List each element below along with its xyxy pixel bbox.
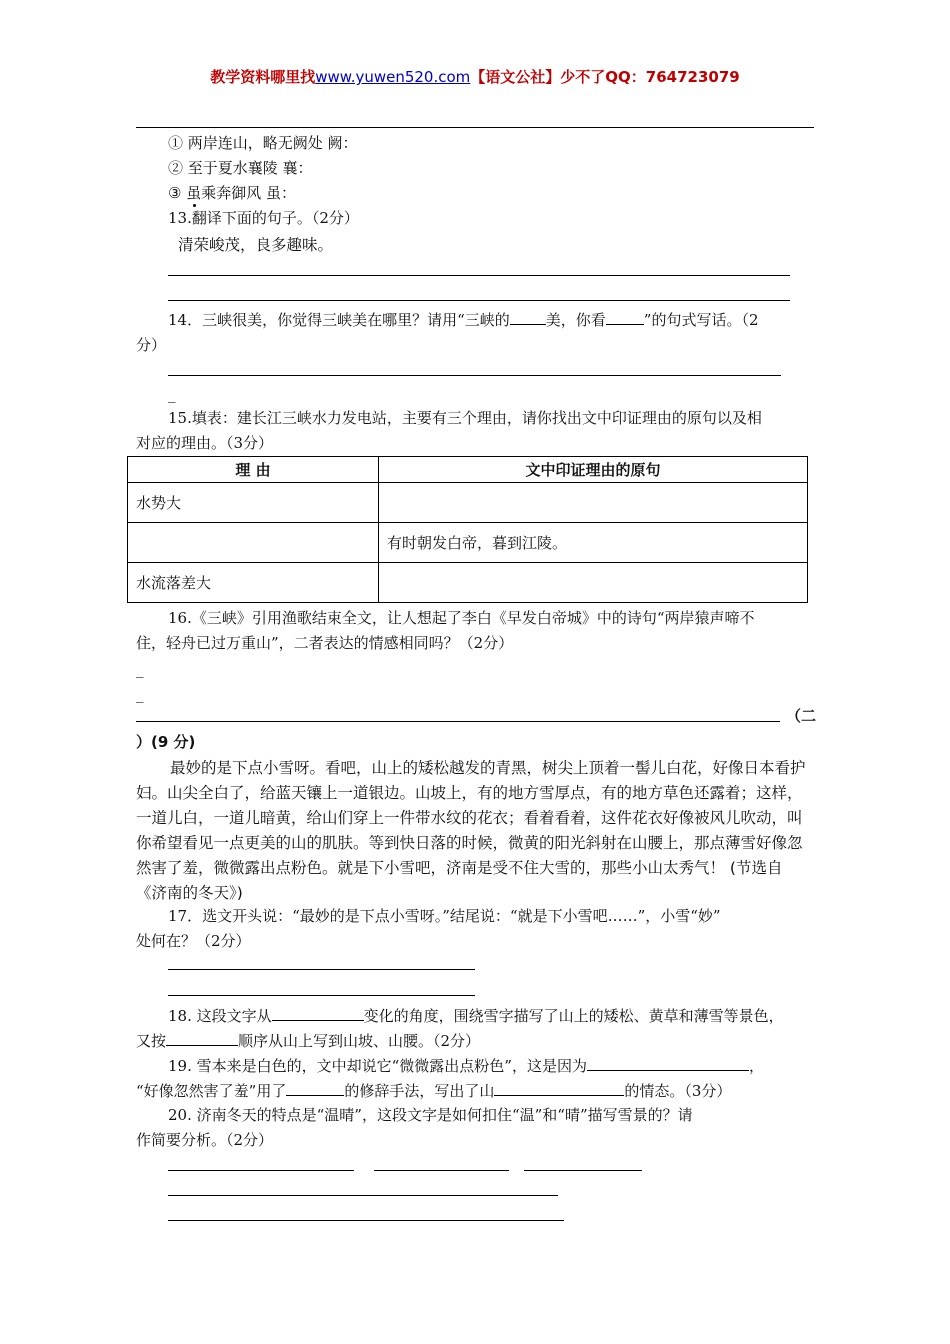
vocab-item-3-num: ③ bbox=[168, 184, 187, 202]
q18-text-c: 又按 bbox=[136, 1032, 167, 1050]
header-site-link[interactable]: www.yuwen520.com bbox=[315, 68, 471, 86]
q14-line-1 bbox=[168, 309, 759, 330]
q17-line-1: 17．选文开头说：“最妙的是下点小雪呀。”结尾说：“就是下小雪吧……”，小雪“妙” bbox=[168, 907, 721, 925]
answer-line[interactable] bbox=[136, 721, 780, 722]
answer-line[interactable] bbox=[168, 1170, 354, 1171]
answer-line[interactable] bbox=[168, 995, 475, 996]
q15-line-1: 15.填表：建长江三峡水力发电站，主要有三个理由，请你找出文中印证理由的原句以及相 bbox=[168, 409, 762, 427]
table-cell-blank[interactable] bbox=[379, 563, 808, 603]
dash-mark: _ bbox=[168, 385, 176, 403]
section-2-heading-right: （二 bbox=[786, 707, 817, 725]
fill-blank[interactable] bbox=[286, 1080, 344, 1096]
q18-line-2 bbox=[136, 1030, 480, 1051]
fill-blank[interactable] bbox=[494, 1080, 624, 1096]
reason-table bbox=[127, 456, 808, 603]
table-cell-blank[interactable] bbox=[379, 483, 808, 523]
answer-line[interactable] bbox=[524, 1170, 642, 1171]
reading-passage: 最妙的是下点小雪呀。看吧，山上的矮松越发的青黑，树尖上顶着一髻儿白花，好像日本看护妇。山尖全白了，给蓝天镶上一道银边。山坡上，有的地方雪厚点，有的地方草色还露着；这样，一道儿白，一道儿暗黄，给山们穿上一件带水纹的花衣；看着看着，这件花衣好像被风儿吹动，叫你希望看见一点更美的山的肌肤。等到快日落的时候，微黄的阳光斜射在山腰上，那点薄雪好像忽然害了羞，微微露出点粉色。就是下小雪吧，济南是受不住大雪的，那些小山太秀气！ (节选自《济南的冬天》) bbox=[136, 759, 806, 902]
vocab-item-1: ① 两岸连山，略无阙处 阙： bbox=[168, 134, 358, 152]
table-header-reason: 理 由 bbox=[128, 457, 379, 483]
fill-blank[interactable] bbox=[272, 1005, 364, 1021]
q17-line-2: 处何在？（2分） bbox=[136, 932, 251, 950]
table-row bbox=[128, 483, 808, 523]
dash-mark: _ bbox=[136, 660, 144, 678]
fill-blank[interactable] bbox=[510, 309, 546, 325]
q19-text-a: 19. 雪本来是白色的，文中却说它“微微露出点粉色”，这是因为 bbox=[168, 1057, 587, 1075]
section-2-heading-left: ）(9 分) bbox=[136, 733, 196, 751]
q13-prompt: 13.翻译下面的句子。（2分） bbox=[168, 209, 359, 227]
q13-sentence: 清荣峻茂，良多趣味。 bbox=[178, 236, 334, 254]
q14-text-c: ”的句式写话。（2 bbox=[643, 311, 759, 329]
q16-line-2: 住，轻舟已过万重山”，二者表达的情感相同吗？（2分） bbox=[136, 634, 514, 652]
table-cell: 有时朝发白帝，暮到江陵。 bbox=[379, 523, 808, 563]
q18-text-d: 顺序从山上写到山坡、山腰。（2分） bbox=[238, 1032, 481, 1050]
answer-line[interactable] bbox=[168, 1195, 558, 1196]
header-rule bbox=[136, 127, 814, 128]
answer-line[interactable] bbox=[168, 1220, 564, 1221]
q18-text-b: 变化的角度，围绕雪字描写了山上的矮松、黄草和薄雪等景色， bbox=[363, 1007, 784, 1025]
table-row bbox=[128, 563, 808, 603]
q19-line-2 bbox=[136, 1080, 731, 1101]
table-cell: 水势大 bbox=[128, 483, 379, 523]
vocab-item-3 bbox=[168, 183, 296, 203]
table-cell: 水流落差大 bbox=[128, 563, 379, 603]
table-cell-blank[interactable] bbox=[128, 523, 379, 563]
header-suffix: 【语文公社】少不了QQ：764723079 bbox=[470, 68, 740, 86]
vocab-item-3-text: 乘奔御风 虽： bbox=[201, 184, 297, 202]
q18-text-a: 18. 这段文字从 bbox=[168, 1007, 272, 1025]
header-prefix: 教学资料哪里找 bbox=[210, 68, 316, 86]
emphasis-char: 虽 bbox=[186, 184, 202, 202]
q15-line-2: 对应的理由。（3分） bbox=[136, 434, 274, 452]
answer-line[interactable] bbox=[168, 275, 790, 276]
dash-mark: _ bbox=[136, 685, 144, 703]
q19-text-c: “好像忽然害了羞”用了 bbox=[136, 1082, 287, 1100]
table-row bbox=[128, 523, 808, 563]
table-header-row bbox=[128, 457, 808, 483]
q19-text-b: ， bbox=[748, 1057, 764, 1075]
q18-line-1 bbox=[168, 1005, 784, 1026]
q20-line-2: 作简要分析。（2分） bbox=[136, 1131, 274, 1149]
q16-line-1: 16.《三峡》引用渔歌结束全文，让人想起了李白《早发白帝城》中的诗句“两岸猿声啼不 bbox=[168, 609, 755, 627]
answer-line[interactable] bbox=[168, 300, 790, 301]
q14-line-2: 分） bbox=[136, 336, 167, 354]
q19-line-1 bbox=[168, 1055, 764, 1076]
q20-line-1: 20. 济南冬天的特点是“温晴”，这段文字是如何扣住“温”和“晴”描写雪景的？请 bbox=[168, 1106, 693, 1124]
vocab-item-2: ② 至于夏水襄陵 襄： bbox=[168, 159, 313, 177]
q14-text-b: 美，你看 bbox=[545, 311, 606, 329]
q14-text-a: 14．三峡很美，你觉得三峡美在哪里？请用“三峡的 bbox=[168, 311, 510, 329]
table-header-source: 文中印证理由的原句 bbox=[379, 457, 808, 483]
answer-line[interactable] bbox=[168, 375, 781, 376]
q19-text-e: 的情态。（3分） bbox=[624, 1082, 732, 1100]
answer-line[interactable] bbox=[168, 969, 475, 970]
fill-blank[interactable] bbox=[166, 1030, 238, 1046]
q19-text-d: 的修辞手法，写出了山 bbox=[344, 1082, 495, 1100]
fill-blank[interactable] bbox=[606, 309, 644, 325]
answer-line[interactable] bbox=[374, 1170, 509, 1171]
page-header bbox=[0, 66, 950, 87]
fill-blank[interactable] bbox=[587, 1055, 749, 1071]
